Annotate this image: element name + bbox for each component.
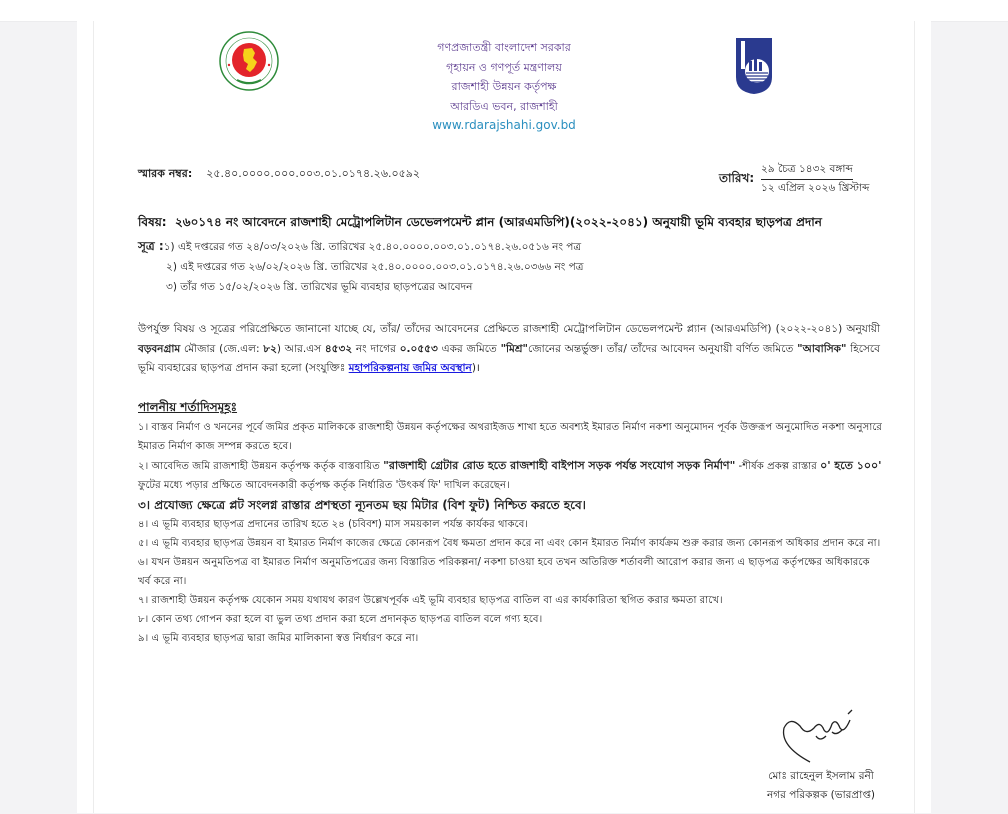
land-use: "আবাসিক"	[797, 342, 847, 355]
land-area: ০.০৫৫৩	[399, 342, 438, 355]
condition-item: ৮। কোন তথ্য গোপন করা হলে বা ভুল তথ্য প্রদান করা হলে প্রদানকৃত ছাড়পত্র বাতিল বলে গণ্য হবে।	[138, 614, 543, 625]
memo-label: স্মারক নম্বর:	[138, 167, 193, 180]
memo-number	[138, 165, 420, 184]
subject-text: ২৬০১৭৪ নং আবেদনে রাজশাহী মেট্রোপলিটান ডেভেলপমেন্ট প্লান (আরএমডিপি)(২০২২-২০৪১) অনুযায়ী ভূমি ব্যবহার ছাড়পত্র প্রদান	[174, 215, 822, 229]
government-seal-logo	[219, 31, 279, 91]
body-paragraph	[138, 320, 880, 379]
zone-name: "মিশ্র"	[500, 342, 528, 355]
conditions-list	[138, 418, 883, 648]
date-label: তারিখ:	[719, 171, 755, 185]
condition-text: ২। আবেদিত জমি রাজশাহী উন্নয়ন কর্তৃপক্ষ কর্তৃক বাস্তবায়িত	[138, 461, 384, 472]
memo-value: ২৫.৪০.০০০০.০০০.০০৩.০১.০১৭৪.২৬.০৫৯২	[206, 167, 421, 180]
subject-line	[138, 214, 822, 234]
road-range: ০' হতে ১০০'	[820, 459, 882, 472]
dag-number: ৪৫৩২	[324, 342, 353, 355]
conditions-title: পালনীয় শর্তাদিসমূহঃ	[138, 400, 238, 414]
reference-item: ১) এই দপ্তরের গত ২৪/০৩/২০২৬ খ্রি. তারিখের ২৫.৪০.০০০০.০০৩.০১.০১৭৪.২৬.০৫১৬ নং পত্র	[163, 241, 582, 253]
condition-item: ৭। রাজশাহী উন্নয়ন কর্তৃপক্ষ যেকোন সময় যথাযথ কারণ উল্লেখপূর্বক এই ভূমি ব্যবহার ছাড়পত্র বাতিল বা এর কার্যকারিতা স্থগিত করার ক্ষমতা রাখে।	[138, 595, 723, 606]
signatory-designation: নগর পরিকল্পক (ভারপ্রাপ্ত)	[766, 789, 876, 801]
signatory-name: মোঃ রাহেনুল ইসলাম রনী	[768, 770, 874, 782]
condition-item: ৫। এ ভূমি ব্যবহার ছাড়পত্র উন্নয়ন বা ইমারত নির্মাণ কাজের ক্ষেত্রে কোনরূপ বৈধ ক্ষমতা প্রদান করে না এবং কোন ইমারত নির্মাণ কার্যক্রম শুরু করার জন্য কোনরূপ অধিকার প্রদান করে না।	[138, 538, 881, 549]
condition-text: ফুটের মধ্যে পড়ার প্রক্ষিতে আবেদনকারী কর্তৃপক্ষ কর্তৃক নির্ধারিত 'উৎকর্ষ ফি' দাখিল করেছেন।	[138, 480, 510, 491]
condition-text: -শীর্ষক প্রকল্প রাস্তার	[735, 461, 821, 472]
letterhead-line-1: গণপ্রজাতন্ত্রী বাংলাদেশ সরকার	[437, 41, 571, 54]
date-values	[761, 161, 869, 197]
body-text: জোনের অন্তর্ভুক্ত। তাঁর/ তাঁদের আবেদন অনুযায়ী বর্ণিত জমিতে	[528, 342, 798, 355]
references	[138, 236, 583, 297]
condition-item: ১। বাস্তব নির্মাণ ও খননের পূর্বে জমির প্রকৃত মালিককে রাজশাহী উন্নয়ন কর্তৃপক্ষের অথরাইজড শাখা হতে অবশ্যই ইমারত নির্মাণ নকশা অনুমোদন পূর্বক উক্তরূপ অনুমোদিত নকশা অনুসারে ইমারত নির্মাণ কাজ সম্পন্ন করতে হবে।	[138, 422, 883, 452]
condition-item: ৪। এ ভূমি ব্যবহার ছাড়পত্র প্রদানের তারিখ হতে ২৪ (চবিবশ) মাস সময়কাল পর্যন্ত কার্যকর থাকবে।	[138, 519, 529, 530]
letterhead	[380, 38, 628, 136]
rda-logo	[735, 37, 773, 95]
date-bangla: ২৯ চৈত্র ১৪৩২ বঙ্গাব্দ	[761, 161, 853, 180]
letterhead-line-4: আরডিএ ভবন, রাজশাহী	[450, 99, 558, 113]
body-text: মৌজার (জে.এল:	[180, 342, 264, 355]
reference-item: ২) এই দপ্তরের গত ২৬/০২/২০২৬ খ্রি. তারিখের ২৫.৪০.০০০০.০০৩.০১.০১৭৪.২৬.০৩৬৬ নং পত্র	[166, 261, 584, 273]
body-text: হিসেবে ভূমি ব্যবহারের ছাড়পত্র প্রদান করা হলো (সংযুক্তিঃ	[138, 342, 880, 374]
subject-label: বিষয়:	[138, 215, 167, 229]
letterhead-line-3: রাজশাহী উন্নয়ন কর্তৃপক্ষ	[451, 80, 557, 93]
references-label: সূত্র :	[138, 239, 164, 253]
project-name: "রাজশাহী গ্রেটার রোড হতে রাজশাহী বাইপাস সড়ক পর্যন্ত সংযোগ সড়ক নির্মাণ"	[383, 459, 736, 472]
body-text: ) আর.এস	[276, 342, 325, 355]
condition-item	[138, 456, 883, 495]
website-link[interactable]: www.rdarajshahi.gov.bd	[432, 118, 576, 132]
body-text: নং দাগের	[352, 342, 400, 355]
attachment-link[interactable]: মহাপরিকল্পনায় জমির অবস্থান	[348, 362, 472, 374]
jl-number: ৮২	[263, 342, 277, 355]
signature-image	[770, 706, 860, 764]
body-text: একর জমিতে	[437, 342, 501, 355]
body-text: )।	[471, 362, 480, 374]
body-text: উপর্যুক্ত বিষয় ও সূত্রের পরিপ্রেক্ষিতে জানানো যাচ্ছে যে, তাঁর/ তাঁদের আবেদনের প্রেক্ষিতে রাজশাহী মেট্রোপলিটান ডেভেলপমেন্ট প্ল্যান (আরএমডিপি) (২০২২-২০৪১) অনুযায়ী	[138, 323, 880, 335]
condition-item: ৩। প্রযোজ্য ক্ষেত্রে প্লট সংলগ্ন রাস্তার প্রশস্থতা ন্যূনতম ছয় মিটার (বিশ ফুট) নিশ্চিত করতে হবে।	[138, 498, 586, 512]
condition-item: ৬। যখন উন্নয়ন অনুমতিপত্র বা ইমারত নির্মাণ অনুমতিপত্রের জন্য বিস্তারিত পরিকল্পনা/ নকশা চাওয়া হবে তখন অতিরিক্ত শর্তাবলী আরোপ করার জন্য এ ছাড়পত্র কর্তৃপক্ষের অধিকারকে খর্ব করে না।	[138, 557, 870, 587]
reference-item: ৩) তাঁর গত ১৫/০২/২০২৬ খ্রি. তারিখের ভূমি ব্যবহার ছাড়পত্রের আবেদন	[166, 281, 473, 293]
letterhead-line-2: গৃহায়ন ও গণপূর্ত মন্ত্রণালয়	[446, 60, 562, 74]
date-english: ১২ এপ্রিল ২০২৬ খ্রিস্টাব্দ	[761, 182, 870, 194]
signatory	[746, 767, 896, 805]
condition-item: ৯। এ ভূমি ব্যবহার ছাড়পত্র দ্বারা জমির মালিকানা স্বত্ত নির্ধারণ করে না।	[138, 633, 419, 644]
mouza-name: বড়বনগ্রাম	[138, 342, 181, 355]
